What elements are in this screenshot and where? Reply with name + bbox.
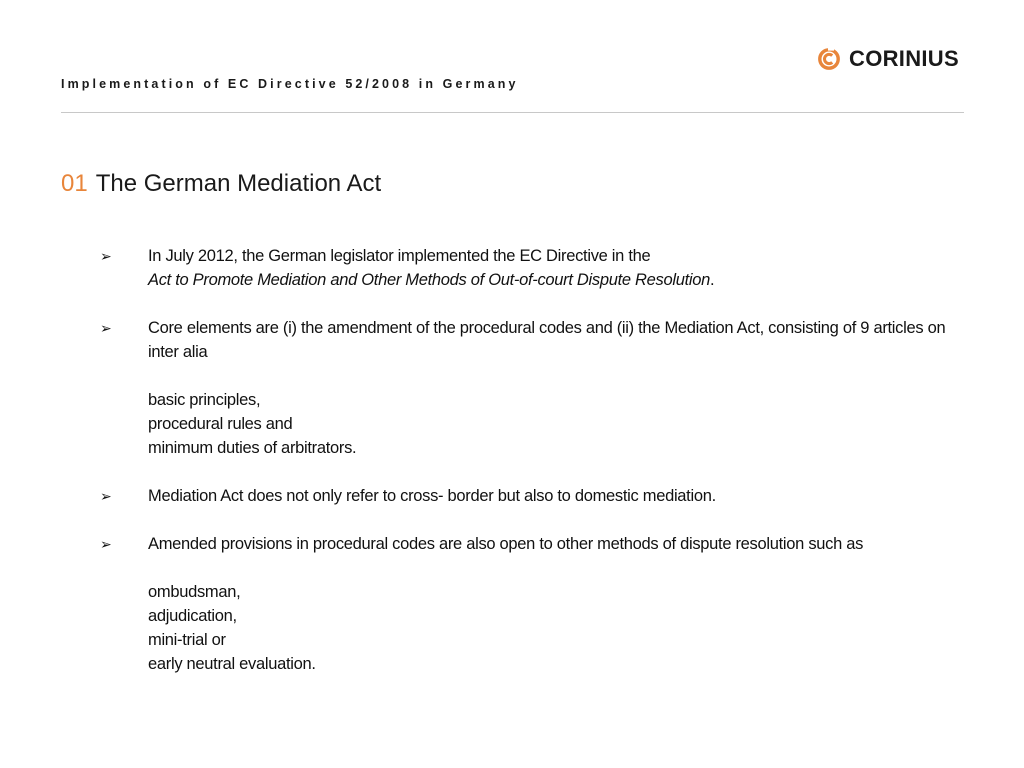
act-suffix: . bbox=[710, 271, 715, 289]
bullet-text bbox=[148, 484, 980, 508]
bullet-item bbox=[100, 484, 980, 508]
sub-list-item: mini-trial or bbox=[148, 631, 226, 649]
bullet-item bbox=[100, 244, 980, 292]
bullet-item bbox=[100, 316, 980, 364]
sub-list-item: ombudsman, bbox=[148, 583, 241, 601]
bullet-text bbox=[148, 532, 980, 556]
corinius-logo-icon bbox=[818, 47, 840, 71]
sub-list bbox=[148, 388, 980, 460]
logo-wordmark: CORINIUS bbox=[849, 46, 959, 71]
arrow-bullet-icon: ➢ bbox=[100, 320, 112, 336]
slide-content bbox=[100, 244, 980, 676]
bullet-line: Mediation Act does not only refer to cross- border but also to domestic mediation. bbox=[148, 487, 716, 505]
bullet-line: Amended provisions in procedural codes are also open to other methods of dispute resolution such as bbox=[148, 535, 864, 553]
sub-list-item: early neutral evaluation. bbox=[148, 655, 316, 673]
sub-list-item: basic principles, bbox=[148, 391, 261, 409]
arrow-bullet-icon: ➢ bbox=[100, 488, 112, 504]
sub-list bbox=[148, 580, 980, 676]
act-name: Act to Promote Mediation and Other Methods of Out-of-court Dispute Resolution bbox=[148, 271, 711, 289]
bullet-line: In July 2012, the German legislator implemented the EC Directive in the bbox=[148, 247, 651, 265]
bullet-text bbox=[148, 244, 980, 292]
sub-list-item: adjudication, bbox=[148, 607, 237, 625]
sub-list-item: procedural rules and bbox=[148, 415, 293, 433]
section-number: 01 bbox=[61, 170, 88, 197]
bullet-text bbox=[148, 316, 980, 364]
arrow-bullet-icon: ➢ bbox=[100, 536, 112, 552]
bullet-line: Core elements are (i) the amendment of the procedural codes and (ii) the Mediation Act, consisting of 9 articles on inter alia bbox=[148, 319, 946, 361]
bullet-line bbox=[148, 268, 980, 292]
sub-list-item: minimum duties of arbitrators. bbox=[148, 439, 357, 457]
arrow-bullet-icon: ➢ bbox=[100, 248, 112, 264]
document-header-title: Implementation of EC Directive 52/2008 in Germany bbox=[61, 77, 519, 91]
section-title-text: The German Mediation Act bbox=[95, 170, 382, 197]
section-heading bbox=[61, 170, 381, 198]
bullet-item bbox=[100, 532, 980, 556]
corinius-logo bbox=[818, 46, 959, 72]
header-divider bbox=[61, 112, 964, 113]
